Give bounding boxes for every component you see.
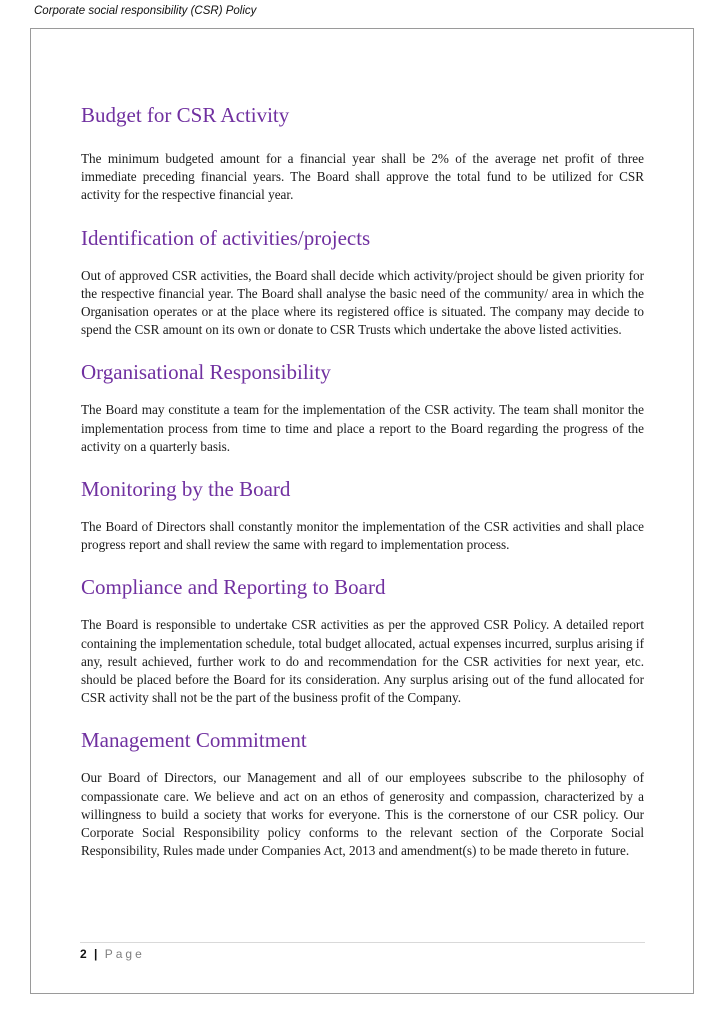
section-heading: Budget for CSR Activity xyxy=(81,103,290,127)
section-management-commitment xyxy=(81,725,644,860)
section-organisational-responsibility xyxy=(81,357,644,456)
section-identification xyxy=(81,223,644,340)
footer-divider xyxy=(80,942,645,943)
section-heading: Management Commitment xyxy=(81,728,307,753)
section-budget xyxy=(81,100,644,205)
page-number-value: 2 xyxy=(80,947,88,961)
section-paragraph: The Board may constitute a team for the implementation of the CSR activity. The team shall monitor the implementation process from time to time and place a report to the Board regarding the progress of the activity on a quarterly basis. xyxy=(81,402,644,454)
document-body xyxy=(81,96,644,860)
section-heading: Identification of activities/projects xyxy=(81,225,371,250)
section-paragraph: The minimum budgeted amount for a financial year shall be 2% of the average net profit of three immediate preceding financial years. The Board shall approve the total fund to be utilized for CSR activity for the respective financial year. xyxy=(81,151,644,203)
page-label: Page xyxy=(104,947,145,961)
page-number-separator: | xyxy=(94,947,98,961)
section-heading: Compliance and Reporting to Board xyxy=(81,575,386,600)
section-paragraph: Out of approved CSR activities, the Board shall decide which activity/project should be given priority for the respective financial year. The Board shall analyse the basic need of the community/ area in which the Organisation operates or at the place where its registered office is situated. The company may decide to spend the CSR amount on its own or donate to CSR Trusts which undertake the above listed activities. xyxy=(81,267,644,338)
section-paragraph: Our Board of Directors, our Management and all of our employees subscribe to the philosophy of compassionate care. We believe and act on an ethos of generosity and compassion, characterized by a willingness to build a society that works for everyone. This is the cornerstone of our CSR policy. Our Corporate Social Responsibility policy conforms to the relevant section of the Corporate Social Responsibility, Rules made under Companies Act, 2013 and amendment(s) to be made thereto in future. xyxy=(81,770,644,859)
running-header: Corporate social responsibility (CSR) Policy xyxy=(34,5,257,17)
section-paragraph: The Board is responsible to undertake CSR activities as per the approved CSR Policy. A detailed report containing the implementation schedule, total budget allocated, actual expenses incurred, surplus arising if any, result achieved, further work to do and recommendation for the CSR activities for next year, etc. should be placed before the Board for its consideration. Any surplus arising out of the fund allocated for CSR activity shall not be the part of the business profit of the Company. xyxy=(81,617,644,706)
page-number xyxy=(80,947,145,961)
section-heading: Monitoring by the Board xyxy=(81,477,291,502)
section-monitoring xyxy=(81,474,644,554)
section-heading: Organisational Responsibility xyxy=(81,360,331,385)
section-compliance xyxy=(81,572,644,707)
section-paragraph: The Board of Directors shall constantly monitor the implementation of the CSR activities and shall place progress report and shall review the same with regard to implementation process. xyxy=(81,519,644,553)
